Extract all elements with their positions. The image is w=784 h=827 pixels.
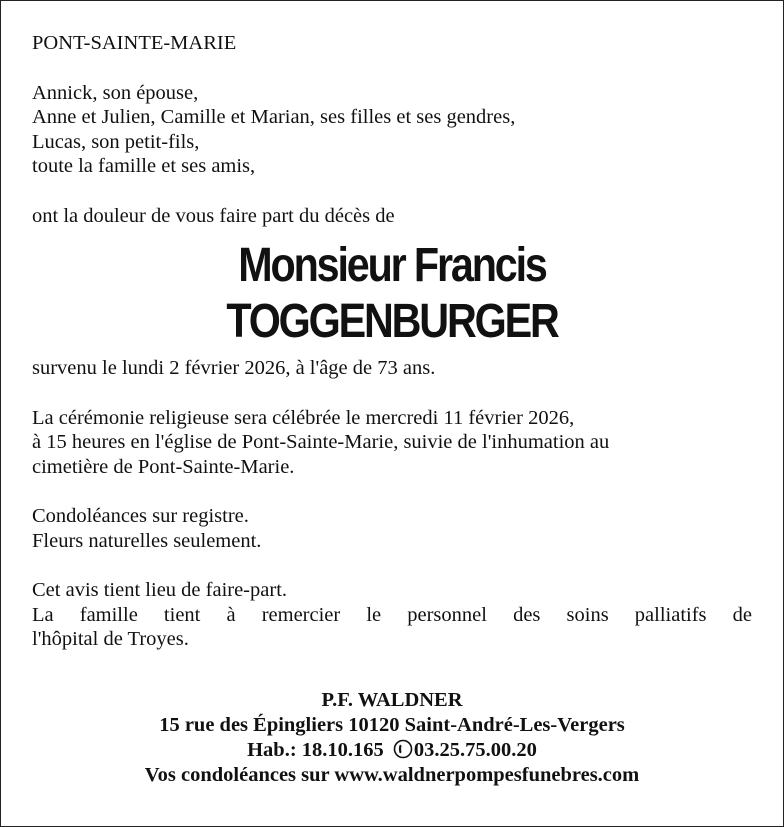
family-list: [32, 81, 752, 179]
ceremony-line: La cérémonie religieuse sera célébrée le mercredi 11 février 2026,: [32, 406, 575, 429]
name-first-line: Monsieur Francis: [238, 239, 546, 292]
ceremony-paragraph: [32, 406, 752, 480]
ceremony-line: cimetière de Pont-Sainte-Marie.: [32, 455, 295, 478]
family-line: Lucas, son petit-fils,: [32, 130, 200, 153]
ceremony-line: à 15 heures en l'église de Pont-Sainte-Marie, suivie de l'inhumation au: [32, 431, 610, 453]
obituary-notice: [32, 31, 752, 652]
family-line: Annick, son épouse,: [32, 81, 199, 104]
closing-line: l'hôpital de Troyes.: [32, 628, 189, 650]
death-details: survenu le lundi 2 février 2026, à l'âge de 73 ans.: [32, 357, 436, 379]
condolences-paragraph: [32, 504, 752, 553]
condolences-line: Condoléances sur registre.: [32, 505, 249, 527]
family-line: Anne et Julien, Camille et Marian, ses filles et ses gendres,: [32, 106, 516, 128]
phone-icon: [393, 739, 413, 759]
funeral-home-footer: [0, 688, 784, 788]
closing-line: Cet avis tient lieu de faire-part.: [32, 579, 288, 601]
hab-number: Hab.: 18.10.165: [247, 739, 384, 761]
closing-paragraph: [32, 578, 752, 652]
phone-number[interactable]: 03.25.75.00.20: [413, 739, 537, 761]
company-address: 15 rue des Épingliers 10120 Saint-André-Les-Vergers: [159, 714, 625, 736]
closing-line: La famille tient à remercier le personnel des soins palliatifs de: [32, 603, 752, 626]
location: PONT-SAINTE-MARIE: [32, 32, 237, 54]
name-last-line: TOGGENBURGER: [226, 295, 558, 348]
contact-line: [0, 738, 784, 763]
website-line[interactable]: Vos condoléances sur www.waldnerpompesfunebres.com: [144, 764, 640, 786]
announcement: ont la douleur de vous faire part du décès de: [32, 204, 395, 227]
company-name: P.F. WALDNER: [321, 689, 463, 711]
family-line: toute la famille et ses amis,: [32, 155, 256, 177]
deceased-name: [32, 238, 752, 350]
condolences-line: Fleurs naturelles seulement.: [32, 529, 262, 552]
